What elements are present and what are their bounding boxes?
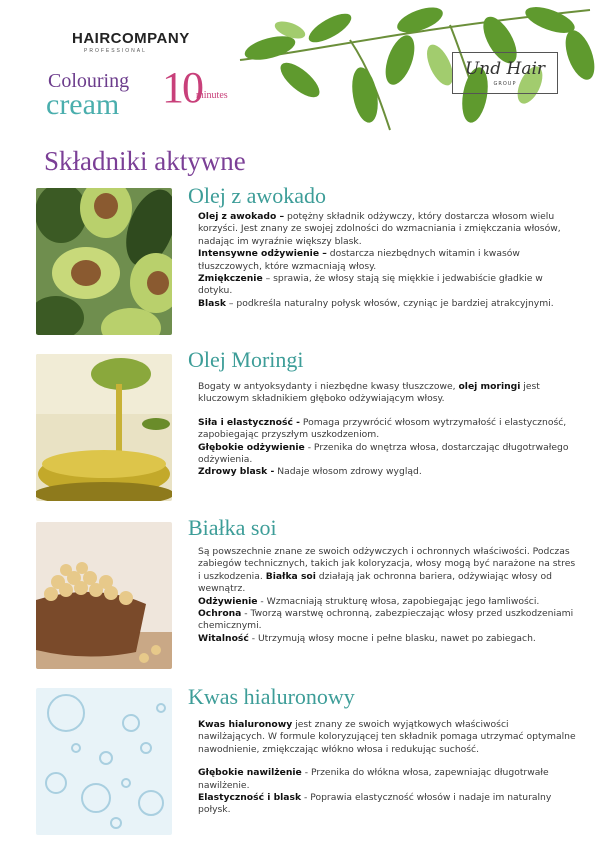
product-name-line1: Colouring — [48, 70, 130, 92]
partner-logo: Und Hair — [452, 52, 558, 94]
product-number-unit: minutes — [196, 90, 228, 101]
section-title-hyaluronic: Kwas hialuronowy — [188, 684, 355, 709]
list-item: Odżywienie - Wzmacniają strukturę włosa, zapobiegając jego łamliwości. — [198, 595, 540, 607]
soybeans-image-icon — [36, 522, 172, 669]
oil-image-icon — [36, 354, 172, 501]
product-number: 10 — [162, 63, 202, 112]
partner-logo-subtitle: GROUP — [493, 81, 517, 87]
list-item: Zdrowy blask - Nadaje włosom zdrowy wygląd. — [198, 466, 422, 478]
list-item: Zmiękczenie – sprawia, że włosy stają się miękkie i jedwabiście gładkie w dotyku. — [198, 273, 543, 297]
list-item: Blask – podkreśla naturalny połysk włosów, czyniąc je bardziej atrakcyjnymi. — [198, 297, 554, 309]
list-item: Intensywne odżywienie – dostarcza niezbędnych witamin i kwasów tłuszczowych, które wzmacniają włosy. — [198, 248, 520, 272]
list-item: Siła i elastyczność - Pomaga przywrócić włosom wytrzymałość i elastyczność, zapobiegając przyszłym uszkodzeniom. — [198, 416, 567, 441]
section-title-moringa: Olej Moringi — [188, 347, 304, 372]
section-title-avocado: Olej z awokado — [188, 183, 327, 208]
avocado-photo — [36, 188, 172, 335]
section-intro: Kwas hialuronowy jest znany ze swoich wyjątkowych właściwości nawilżających. W formule koloryzującej ten składnik pomaga utrzymać optymalne nawodnienie, zmiękczając włókno włosa i redukując suchość. — [198, 719, 576, 755]
list-item: Witalność - Utrzymują włosy mocne i pełne blasku, nawet po zabiegach. — [198, 632, 536, 644]
brand-logo-subtitle: PROFESSIONAL — [84, 48, 147, 54]
soy-photo — [36, 522, 172, 669]
moringa-oil-photo — [36, 354, 172, 501]
list-item: Głębokie nawilżenie - Przenika do włókna włosa, zapewniając długotrwałe nawilżenie. — [198, 767, 549, 791]
section-intro: Są powszechnie znane ze swoich odżywczych i ochronnych właściwości. Podczas zabiegów technicznych, takich jak koloryzacja, włosy mogą być narażone na stres i uszkodzenia. Białka soi działają jak ochronna bariera, odżywiając włosy od wewnątrz. — [198, 546, 576, 595]
avocado-image-icon — [36, 188, 172, 335]
brand-logo: HAIRCOMPANY — [72, 30, 190, 47]
list-item: Głębokie odżywienie - Przenika do wnętrza włosa, dostarczając długotrwałego odżywienia. — [198, 441, 569, 466]
product-name-line2: cream — [46, 88, 120, 121]
section-title-soy: Białka soi — [188, 515, 277, 540]
list-item: Elastyczność i blask - Poprawia elastyczność włosów i nadaje im naturalny połysk. — [198, 792, 552, 816]
section-body-hyaluronic — [198, 719, 578, 817]
hyaluronic-photo — [36, 688, 172, 835]
water-drops-image-icon — [36, 688, 172, 835]
list-item: Olej z awokado – potężny składnik odżywczy, który dostarcza włosom wielu korzyści. Jest znany ze swojej zdolności do wzmacniania i zmiękczania włosów, nadając im wyraźnie większy blask. — [198, 211, 561, 247]
section-intro: Bogaty w antyoksydanty i niezbędne kwasy tłuszczowe, olej moringi jest kluczowym składnikiem głęboko odżywiającym włosy. — [198, 381, 540, 405]
section-body-soy — [198, 546, 578, 645]
section-body-avocado — [198, 211, 578, 310]
section-body-moringa — [198, 381, 578, 479]
page-title: Składniki aktywne — [44, 146, 246, 176]
list-item: Ochrona - Tworzą warstwę ochronną, zabezpieczając włosy przed uszkodzeniami chemicznymi. — [198, 608, 574, 632]
